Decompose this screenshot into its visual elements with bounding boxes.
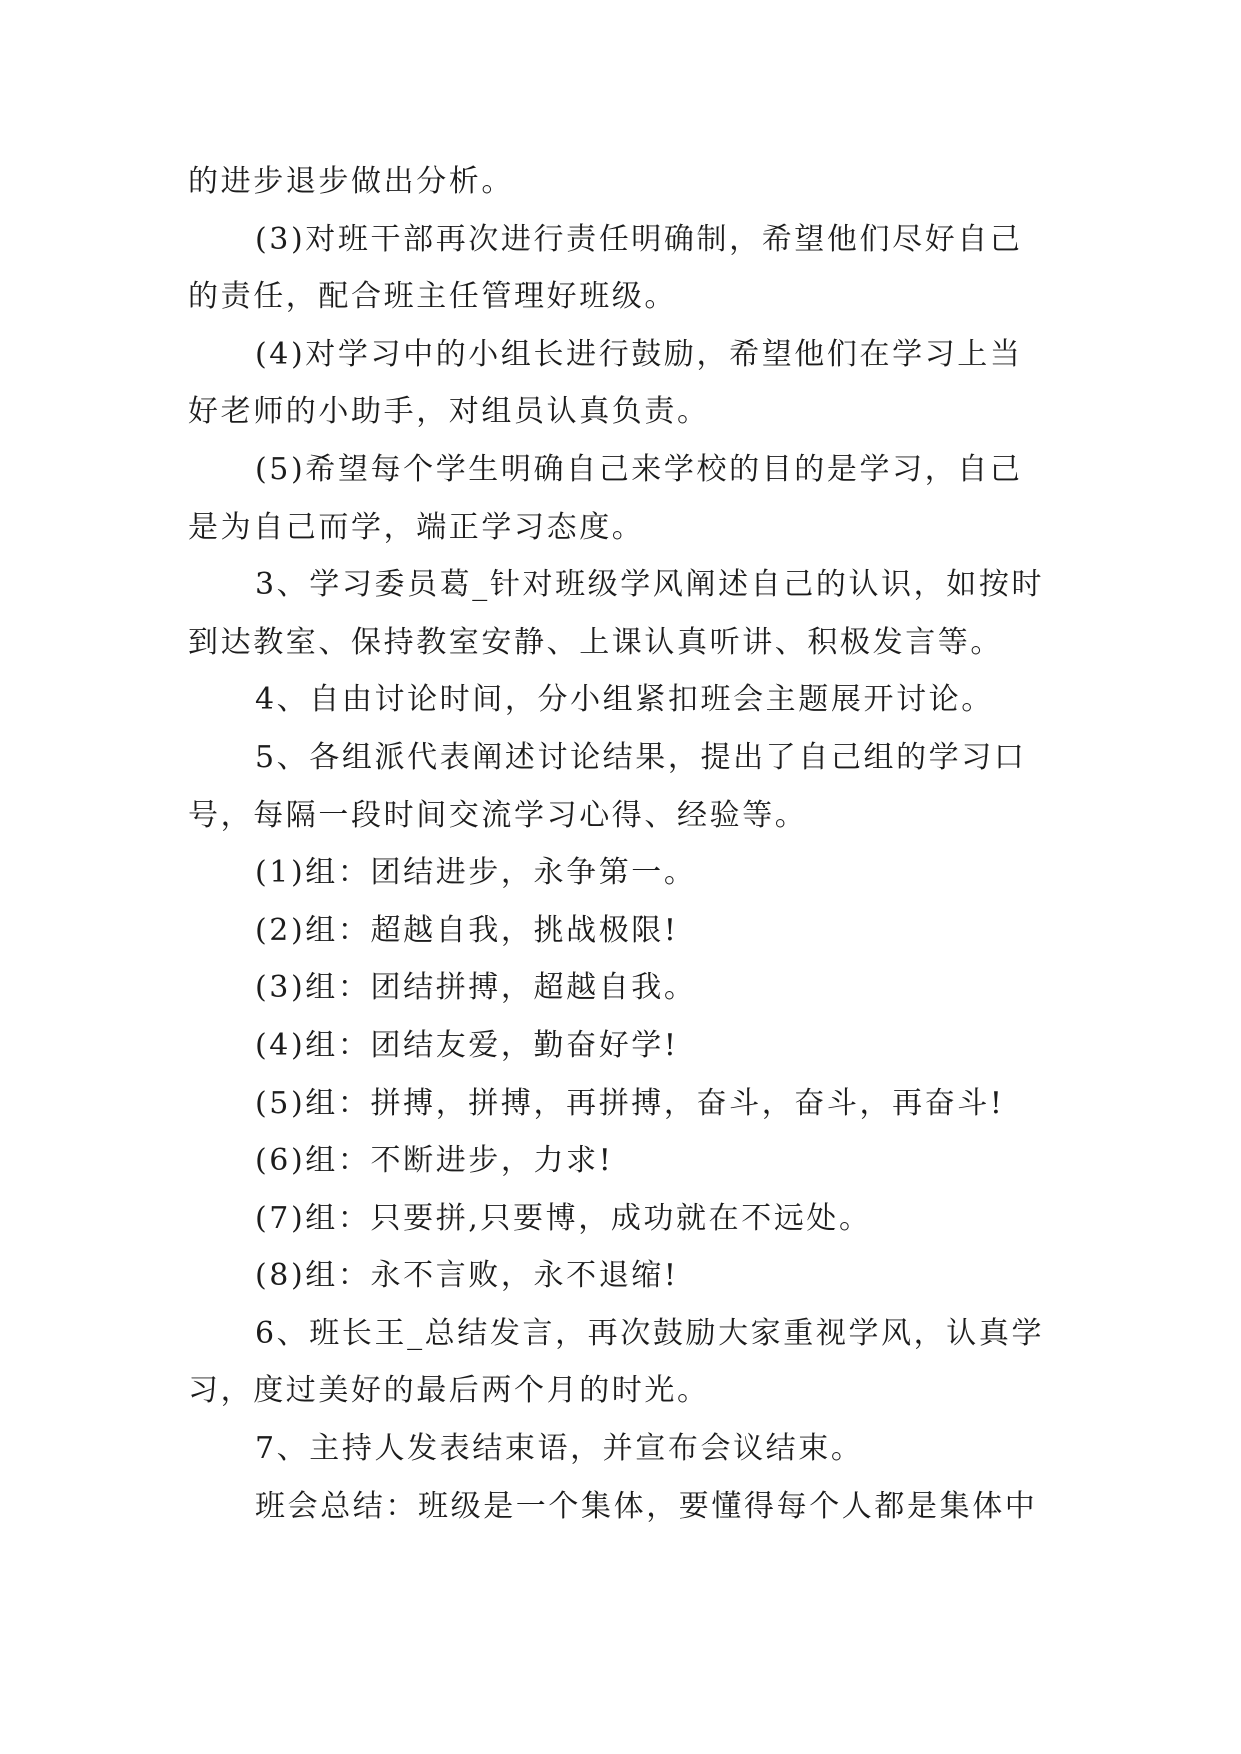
paragraph-step-4 bbox=[188, 671, 1053, 729]
text-line: 的责任，配合班主任管理好班级。 bbox=[188, 279, 677, 315]
text-line: 4、自由讨论时间，分小组紧扣班会主题展开讨论。 bbox=[255, 682, 994, 718]
group-slogan-8 bbox=[188, 1247, 1053, 1305]
paragraph-continued bbox=[188, 153, 1053, 211]
paragraph-step-5 bbox=[188, 729, 1053, 844]
paragraph-item-3 bbox=[188, 211, 1053, 326]
text-line: (2)组：超越自我，挑战极限! bbox=[255, 912, 679, 948]
text-line: (1)组：团结进步，永争第一。 bbox=[255, 855, 697, 891]
group-slogan-3 bbox=[188, 959, 1053, 1017]
text-line: (7)组：只要拼,只要博，成功就在不远处。 bbox=[255, 1200, 872, 1236]
text-line: (6)组：不断进步，力求! bbox=[255, 1143, 614, 1179]
group-slogan-5 bbox=[188, 1075, 1053, 1133]
text-line: 的进步退步做出分析。 bbox=[188, 164, 514, 199]
group-slogan-7 bbox=[188, 1190, 1053, 1248]
text-line: (8)组：永不言败，永不退缩! bbox=[255, 1258, 679, 1294]
text-line: 3、学习委员葛_针对班级学风阐述自己的认识，如按时 bbox=[255, 567, 1045, 603]
paragraph-step-6 bbox=[188, 1305, 1053, 1420]
group-slogan-6 bbox=[188, 1132, 1053, 1190]
group-slogan-4 bbox=[188, 1017, 1053, 1075]
text-line: 到达教室、保持教室安静、上课认真听讲、积极发言等。 bbox=[188, 624, 1003, 660]
text-line: (4)对学习中的小组长进行鼓励，希望他们在学习上当 bbox=[255, 336, 1023, 372]
text-line: (3)对班干部再次进行责任明确制，希望他们尽好自己 bbox=[255, 221, 1023, 257]
paragraph-summary bbox=[188, 1478, 1053, 1536]
paragraph-step-7 bbox=[188, 1420, 1053, 1478]
group-slogan-2 bbox=[188, 902, 1053, 960]
paragraph-item-4 bbox=[188, 326, 1053, 441]
document-body bbox=[188, 153, 1053, 1535]
text-line: 7、主持人发表结束语，并宣布会议结束。 bbox=[255, 1431, 864, 1467]
text-line: 号，每隔一段时间交流学习心得、经验等。 bbox=[188, 797, 808, 833]
text-line: 好老师的小助手，对组员认真负责。 bbox=[188, 394, 710, 430]
text-line: 班会总结：班级是一个集体，要懂得每个人都是集体中 bbox=[255, 1488, 1038, 1524]
text-line: (5)组：拼搏，拼搏，再拼搏，奋斗，奋斗，再奋斗! bbox=[255, 1085, 1005, 1121]
text-line: 5、各组派代表阐述讨论结果，提出了自己组的学习口 bbox=[255, 739, 1027, 775]
group-slogan-1 bbox=[188, 844, 1053, 902]
text-line: (4)组：团结友爱，勤奋好学! bbox=[255, 1027, 679, 1063]
text-line: 习，度过美好的最后两个月的时光。 bbox=[188, 1373, 710, 1409]
paragraph-item-5 bbox=[188, 441, 1053, 556]
text-line: (5)希望每个学生明确自己来学校的目的是学习，自己 bbox=[255, 451, 1023, 487]
text-line: 是为自己而学，端正学习态度。 bbox=[188, 509, 645, 545]
paragraph-step-3 bbox=[188, 556, 1053, 671]
text-line: 6、班长王_总结发言，再次鼓励大家重视学风，认真学 bbox=[255, 1315, 1045, 1351]
text-line: (3)组：团结拼搏，超越自我。 bbox=[255, 970, 697, 1006]
